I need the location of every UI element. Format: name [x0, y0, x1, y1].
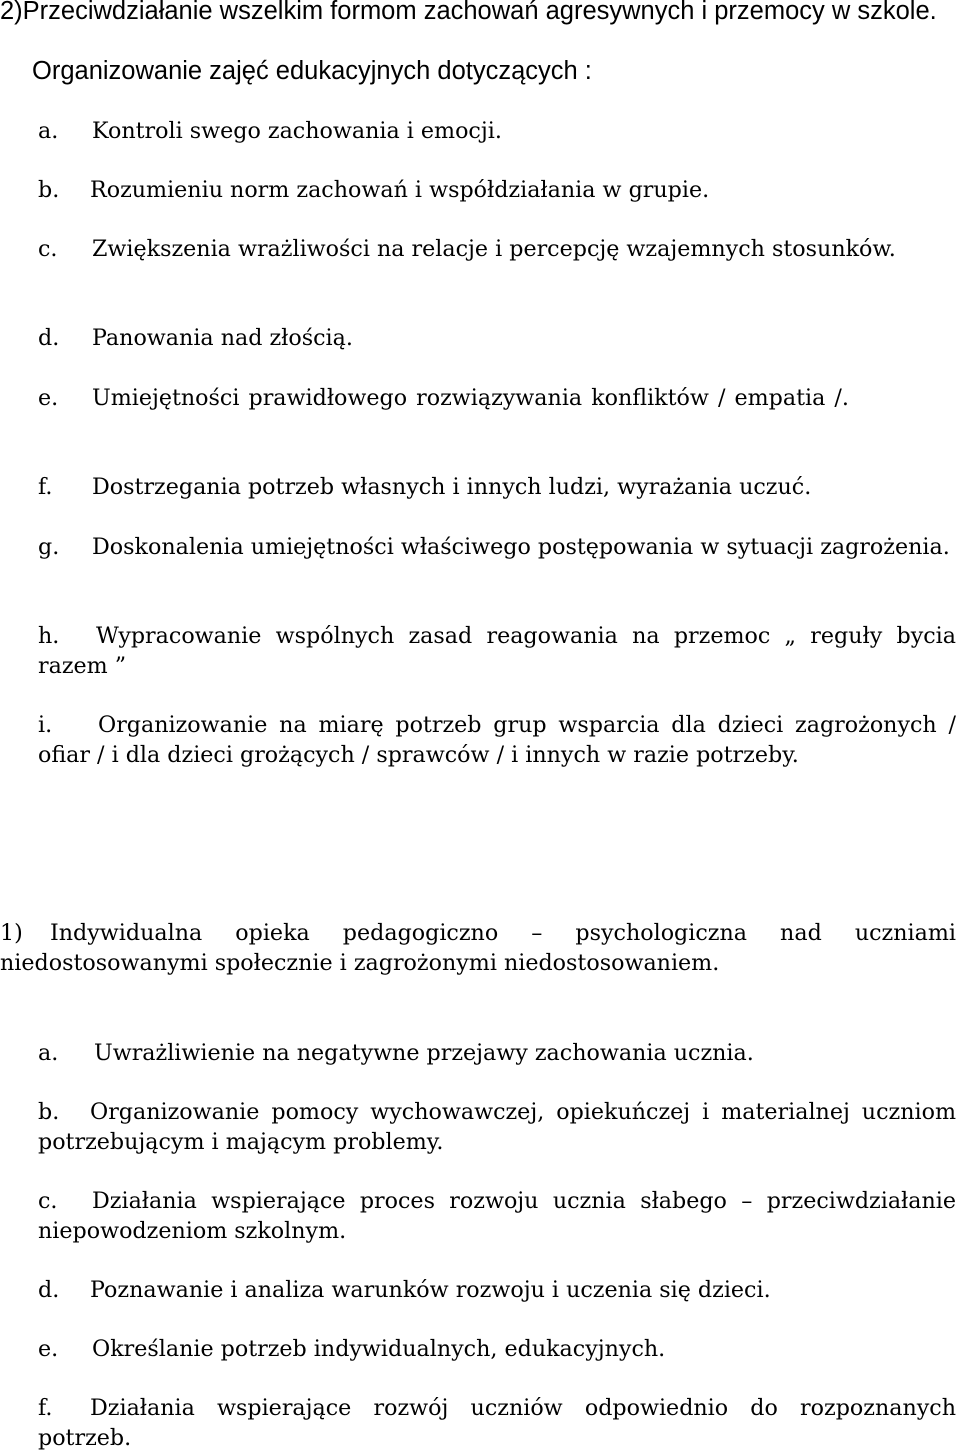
section-1-text [0, 918, 956, 978]
list-item-marker: i. [38, 712, 53, 738]
list-item-text [38, 234, 956, 264]
list-item-marker: g. [38, 534, 60, 560]
section-2-intro: Organizowanie zajęć edukacyjnych dotyczących : [32, 57, 592, 85]
list-item [38, 383, 956, 413]
list-item-text-content: Doskonalenia umiejętności właściwego postępowania w sytuacji zagrożenia. [92, 534, 950, 560]
list-item [38, 1038, 956, 1068]
section-2-heading: 2)Przeciwdziałanie wszelkim formom zachowań agresywnych i przemocy w szkole. [0, 0, 937, 25]
list-item-marker: h. [38, 623, 60, 649]
list-item-text [38, 1186, 956, 1246]
list-item [38, 234, 956, 264]
list-item-text: Poznawanie i analiza warunków rozwoju i uczenia się dzieci. [90, 1277, 771, 1303]
section-1-heading [0, 918, 956, 978]
section-1-marker: 1) [0, 920, 23, 946]
list-item [38, 1275, 956, 1305]
list-item-text [38, 1097, 956, 1157]
list-item-marker: f. [38, 1395, 53, 1421]
list-item [38, 1186, 956, 1246]
list-item-text: Określanie potrzeb indywidualnych, edukacyjnych. [92, 1336, 666, 1362]
list-item [38, 532, 956, 562]
list-item-marker: d. [38, 325, 60, 351]
list-item-marker: c. [38, 236, 58, 262]
list-item-marker: b. [38, 177, 60, 203]
list-item-text [38, 532, 956, 562]
list-item-text: Panowania nad złością. [92, 325, 353, 351]
list-item [38, 621, 956, 681]
section-1-text-content: Indywidualna opieka pedagogiczno – psychologiczna nad uczniami niedostosowanymi społecznie i zagrożonymi niedostosowaniem. [0, 920, 956, 976]
list-item-marker: c. [38, 1188, 58, 1214]
list-item-text-content: Działania wspierające proces rozwoju ucznia słabego – przeciwdziałanie niepowodzeniom szkolnym. [38, 1188, 956, 1244]
list-item-text: Uwrażliwienie na negatywne przejawy zachowania ucznia. [94, 1040, 754, 1066]
list-item [38, 1393, 956, 1453]
list-item-marker: b. [38, 1099, 60, 1125]
list-item-marker: e. [38, 1336, 59, 1362]
list-item-text: Rozumieniu norm zachowań i współdziałania w grupie. [90, 177, 710, 203]
list-item-text-content: Zwiększenia wrażliwości na relacje i percepcję wzajemnych stosunków. [92, 236, 896, 262]
list-item-marker: a. [38, 118, 59, 144]
list-item [38, 175, 956, 205]
list-item-text-content: Organizowanie pomocy wychowawczej, opiekuńczej i materialnej uczniom potrzebującym i mającym problemy. [38, 1099, 956, 1155]
list-item-text [38, 1393, 956, 1453]
list-item-text [38, 710, 956, 770]
list-item [38, 710, 956, 770]
list-item-text: Umiejętności prawidłowego rozwiązywania konfliktów / empatia /. [92, 385, 849, 411]
list-item-text-content: Działania wspierające rozwój uczniów odpowiednio do rozpoznanych potrzeb. [38, 1395, 956, 1451]
list-item-text: Dostrzegania potrzeb własnych i innych ludzi, wyrażania uczuć. [92, 474, 812, 500]
list-item-text-content: Organizowanie na miarę potrzeb grup wsparcia dla dzieci zagrożonych / ofiar / i dla dzieci grożących / sprawców / i innych w razie potrzeby. [38, 712, 956, 768]
list-item-marker: d. [38, 1277, 60, 1303]
list-item [38, 1097, 956, 1157]
list-item-marker: e. [38, 385, 59, 411]
list-item-text: Kontroli swego zachowania i emocji. [92, 118, 502, 144]
list-item [38, 472, 956, 502]
list-item [38, 116, 956, 146]
list-item-marker: f. [38, 474, 53, 500]
list-item-marker: a. [38, 1040, 59, 1066]
list-item [38, 1334, 956, 1364]
list-item-text-content: Wypracowanie wspólnych zasad reagowania na przemoc „ reguły bycia razem ” [38, 623, 956, 679]
list-item-text [38, 621, 956, 681]
list-item [38, 323, 956, 353]
